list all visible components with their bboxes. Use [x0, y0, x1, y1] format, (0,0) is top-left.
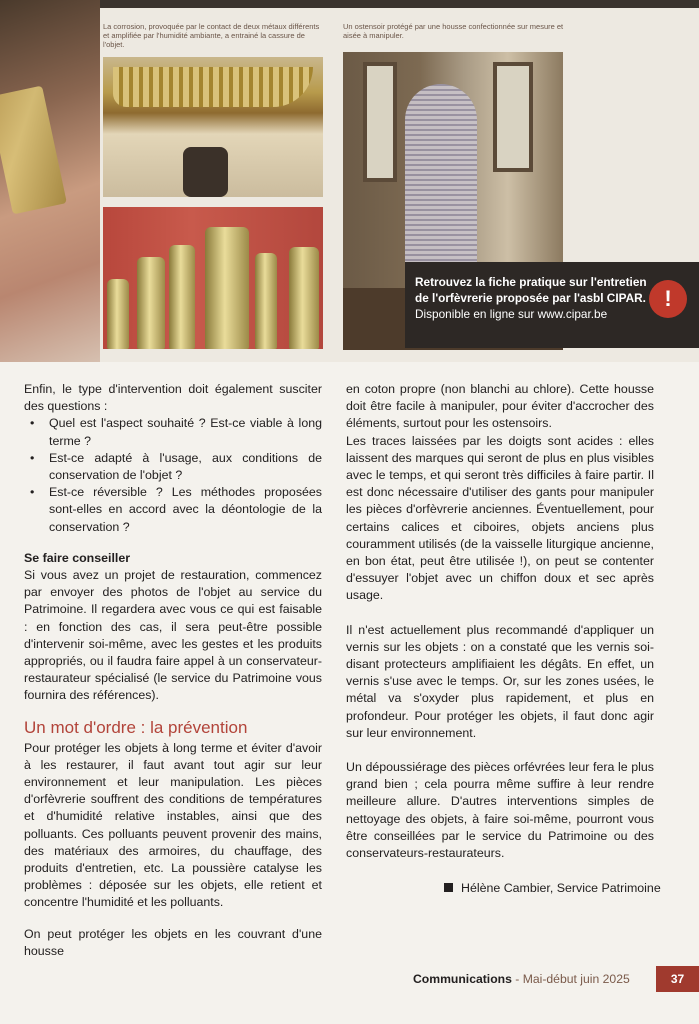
left-column — [24, 381, 322, 960]
list-item: • Est-ce réversible ? Les méthodes proposées sont-elles en accord avec la déontologie de la conservation ? — [24, 484, 322, 536]
footer-brand: Communications — [413, 972, 512, 986]
ciborium — [205, 227, 249, 349]
info-title-line1: Retrouvez la fiche pratique sur l'entretien — [415, 275, 647, 289]
photo-band — [0, 0, 699, 362]
page-number: 37 — [656, 966, 699, 992]
goblet — [289, 247, 319, 349]
goblet — [137, 257, 165, 349]
subheading-conseiller: Se faire conseiller — [24, 550, 131, 565]
housse-cover — [405, 84, 477, 289]
window-pane — [363, 62, 397, 182]
square-bullet-icon — [444, 883, 453, 892]
exclamation-icon: ! — [649, 280, 687, 318]
footer-issue: - Mai-début juin 2025 — [511, 972, 630, 986]
caption-ostensoir: Un ostensoir protégé par une housse confectionnée sur mesure et aisée à manipuler. — [343, 22, 564, 40]
question-list — [24, 415, 322, 535]
info-subtitle: Disponible en ligne sur www.cipar.be — [415, 307, 608, 321]
housse-paragraph-continued: en coton propre (non blanchi au chlore). Cette housse doit être facile à manipuler, pour éviter d'accrocher des éléments, surtout pour les ostensoirs. — [346, 382, 654, 431]
vernis-paragraph: Il n'est actuellement plus recommandé d'appliquer un vernis sur les objets : on a constaté que les vernis soi-disant protecteurs amplifiaient les dégâts. En effet, un vernis s'use avec le temps. Or, sur les zones usées, le métal va s'oxyder plus rapidement, et plus en profondeur. Pour protéger les objets, il faut donc agir sur leur environnement. — [346, 622, 654, 740]
spacer — [346, 605, 654, 622]
list-item: • Quel est l'aspect souhaité ? Est-ce viable à long terme ? — [24, 415, 322, 449]
goblet — [107, 279, 129, 349]
goblet — [255, 253, 277, 349]
author-signature — [444, 881, 661, 895]
photo-hand-holding-object — [0, 0, 100, 362]
author-name: Hélène Cambier, Service Patrimoine — [461, 881, 661, 895]
photo-broken-ornament — [103, 57, 323, 197]
photo-goblets-red-wall — [103, 207, 323, 349]
goblet — [169, 245, 195, 349]
traces-paragraph: Les traces laissées par les doigts sont acides : elles laissent des marques qui seront de plus en plus visibles avec le temps, et qui seront très difficiles à faire partir. Il est donc nécessaire d'utiliser des gants pour manipuler les pièces d'orfèvrerie anciennes. Éventuellement, pour certains calices et ciboires, objets anciens plus couramment utilisés (de la vaisselle liturgique ancienne, en bon état, peut être utilisée !), on peut se contenter d'essuyer l'objet avec un chiffon doux et sec après usage. — [346, 433, 654, 603]
list-item: • Est-ce adapté à l'usage, aux conditions de conservation de l'objet ? — [24, 450, 322, 484]
intro-paragraph: Enfin, le type d'intervention doit également susciter des questions : — [24, 382, 322, 414]
caption-corrosion: La corrosion, provoquée par le contact de deux métaux différents et amplifiée par l'humidité ambiante, a entrainé la cassure de l'objet. — [103, 22, 320, 49]
housse-paragraph-start: On peut protéger les objets en les couvrant d'une housse — [24, 926, 322, 958]
info-box — [405, 262, 699, 348]
page-footer — [413, 972, 630, 986]
section-title-prevention: Un mot d'ordre : la prévention — [24, 717, 248, 737]
prevention-paragraph: Pour protéger les objets à long terme et éviter d'avoir à les restaurer, il faut avant tout agir sur leur environnement et leur manipulation. Les pièces d'orfèvrerie souffrent des conditions de températures et d'humidité relative instables, ainsi que des polluants. Ces polluants peuvent provenir des mains, des matériaux des armoires, du chauffage, des produits d'entretien, etc. La poussière catalyse les problèmes : déposée sur les objets, elle retient et concentre l'humidité et les polluants. — [24, 740, 322, 910]
info-title-line2: de l'orfèvrerie proposée par l'asbl CIPAR. — [415, 291, 646, 305]
top-strip — [100, 0, 699, 8]
depoussierage-paragraph: Un dépoussiérage des pièces orfévrées leur fera le plus grand bien ; cela pourra même suffire à leur rendre meilleure allure. D'autres interventions simples de nettoyage des objets, à faire soi-même, pourront vous être conseillées par le service du Patrimoine ou des conservateurs-restaurateurs. — [346, 760, 654, 861]
spacer — [346, 742, 654, 759]
window-pane — [493, 62, 533, 172]
right-column — [346, 381, 654, 862]
conseiller-paragraph: Si vous avez un projet de restauration, commencez par envoyer des photos de l'objet au service du Patrimoine. Il regardera avec vous ce qui est faisable : en fonction des cas, il sera peut-être possible d'intervenir soi-même, avec les gestes et les produits appropriés, ou il faudra faire appel à un conservateur-restaurateur spécialisé (le service du Patrimoine vous fournira des références). — [24, 568, 322, 703]
spacer — [24, 912, 322, 926]
